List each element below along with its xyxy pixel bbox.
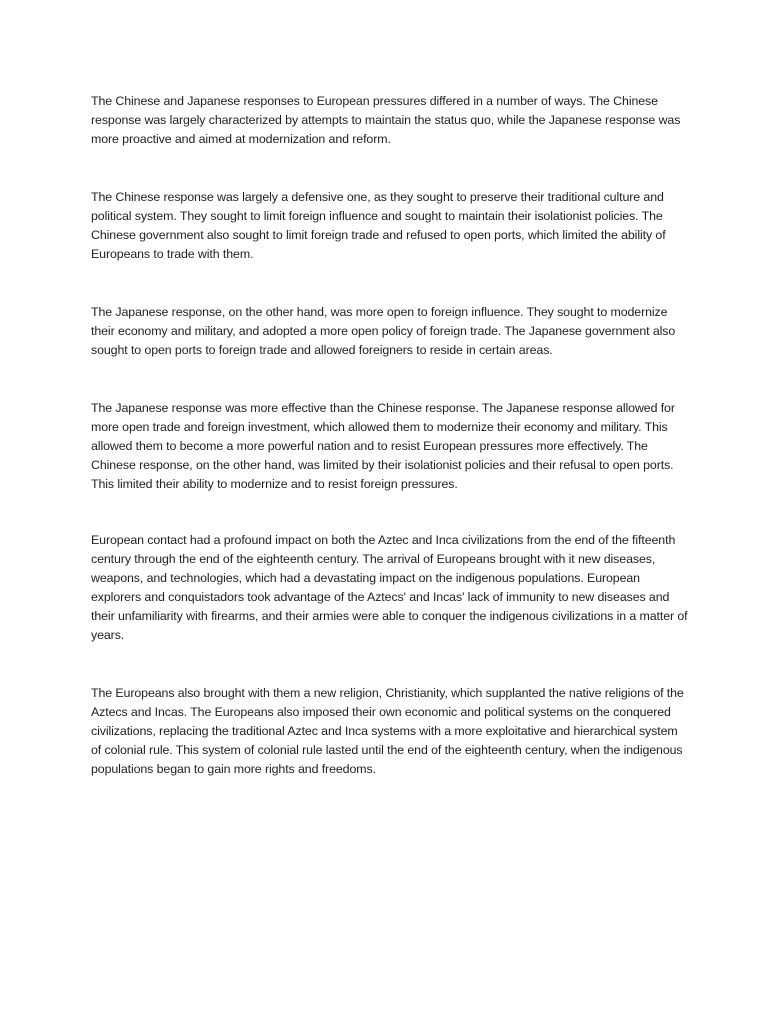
paragraph-japanese-response: The Japanese response, on the other hand, was more open to foreign influence. They sought to modernize their economy and military, and adopted a more open policy of foreign trade. The Japanese government also sought to open ports to foreign trade and allowed foreigners to reside in certain areas. [91,305,676,357]
paragraph-chinese-japanese-comparison: The Chinese and Japanese responses to European pressures differed in a number of ways. The Chinese response was largely characterized by attempts to maintain the status quo, while the Japanese response was more proactive and aimed at modernization and reform. [91,94,681,146]
paragraph-religion-colonial-rule: The Europeans also brought with them a new religion, Christianity, which supplanted the native religions of the Aztecs and Incas. The Europeans also imposed their own economic and political systems on the conquered civilizations, replacing the traditional Aztec and Inca systems with a more exploitative and hierarchical system of colonial rule. This system of colonial rule lasted until the end of the eighteenth century, when the indigenous populations began to gain more rights and freedoms. [91,686,684,776]
paragraph-aztec-inca-impact: European contact had a profound impact on both the Aztec and Inca civilizations from the end of the fifteenth century through the end of the eighteenth century. The arrival of Europeans brought with it new diseases, weapons, and technologies, which had a devastating impact on the indigenous populations. European explorers and conquistadors took advantage of the Aztecs' and Incas' lack of immunity to new diseases and their unfamiliarity with firearms, and their armies were able to conquer the indigenous civilizations in a matter of years. [91,533,688,642]
paragraph-chinese-response: The Chinese response was largely a defensive one, as they sought to preserve their traditional culture and political system. They sought to limit foreign influence and sought to maintain their isolationist policies. The Chinese government also sought to limit foreign trade and refused to open ports, which limited the ability of Europeans to trade with them. [91,190,666,261]
paragraph-response-effectiveness: The Japanese response was more effective than the Chinese response. The Japanese response allowed for more open trade and foreign investment, which allowed them to modernize their economy and military. This allowed them to become a more powerful nation and to resist European pressures more effectively. The Chinese response, on the other hand, was limited by their isolationist policies and their refusal to open ports. This limited their ability to modernize and to resist foreign pressures. [91,401,675,491]
